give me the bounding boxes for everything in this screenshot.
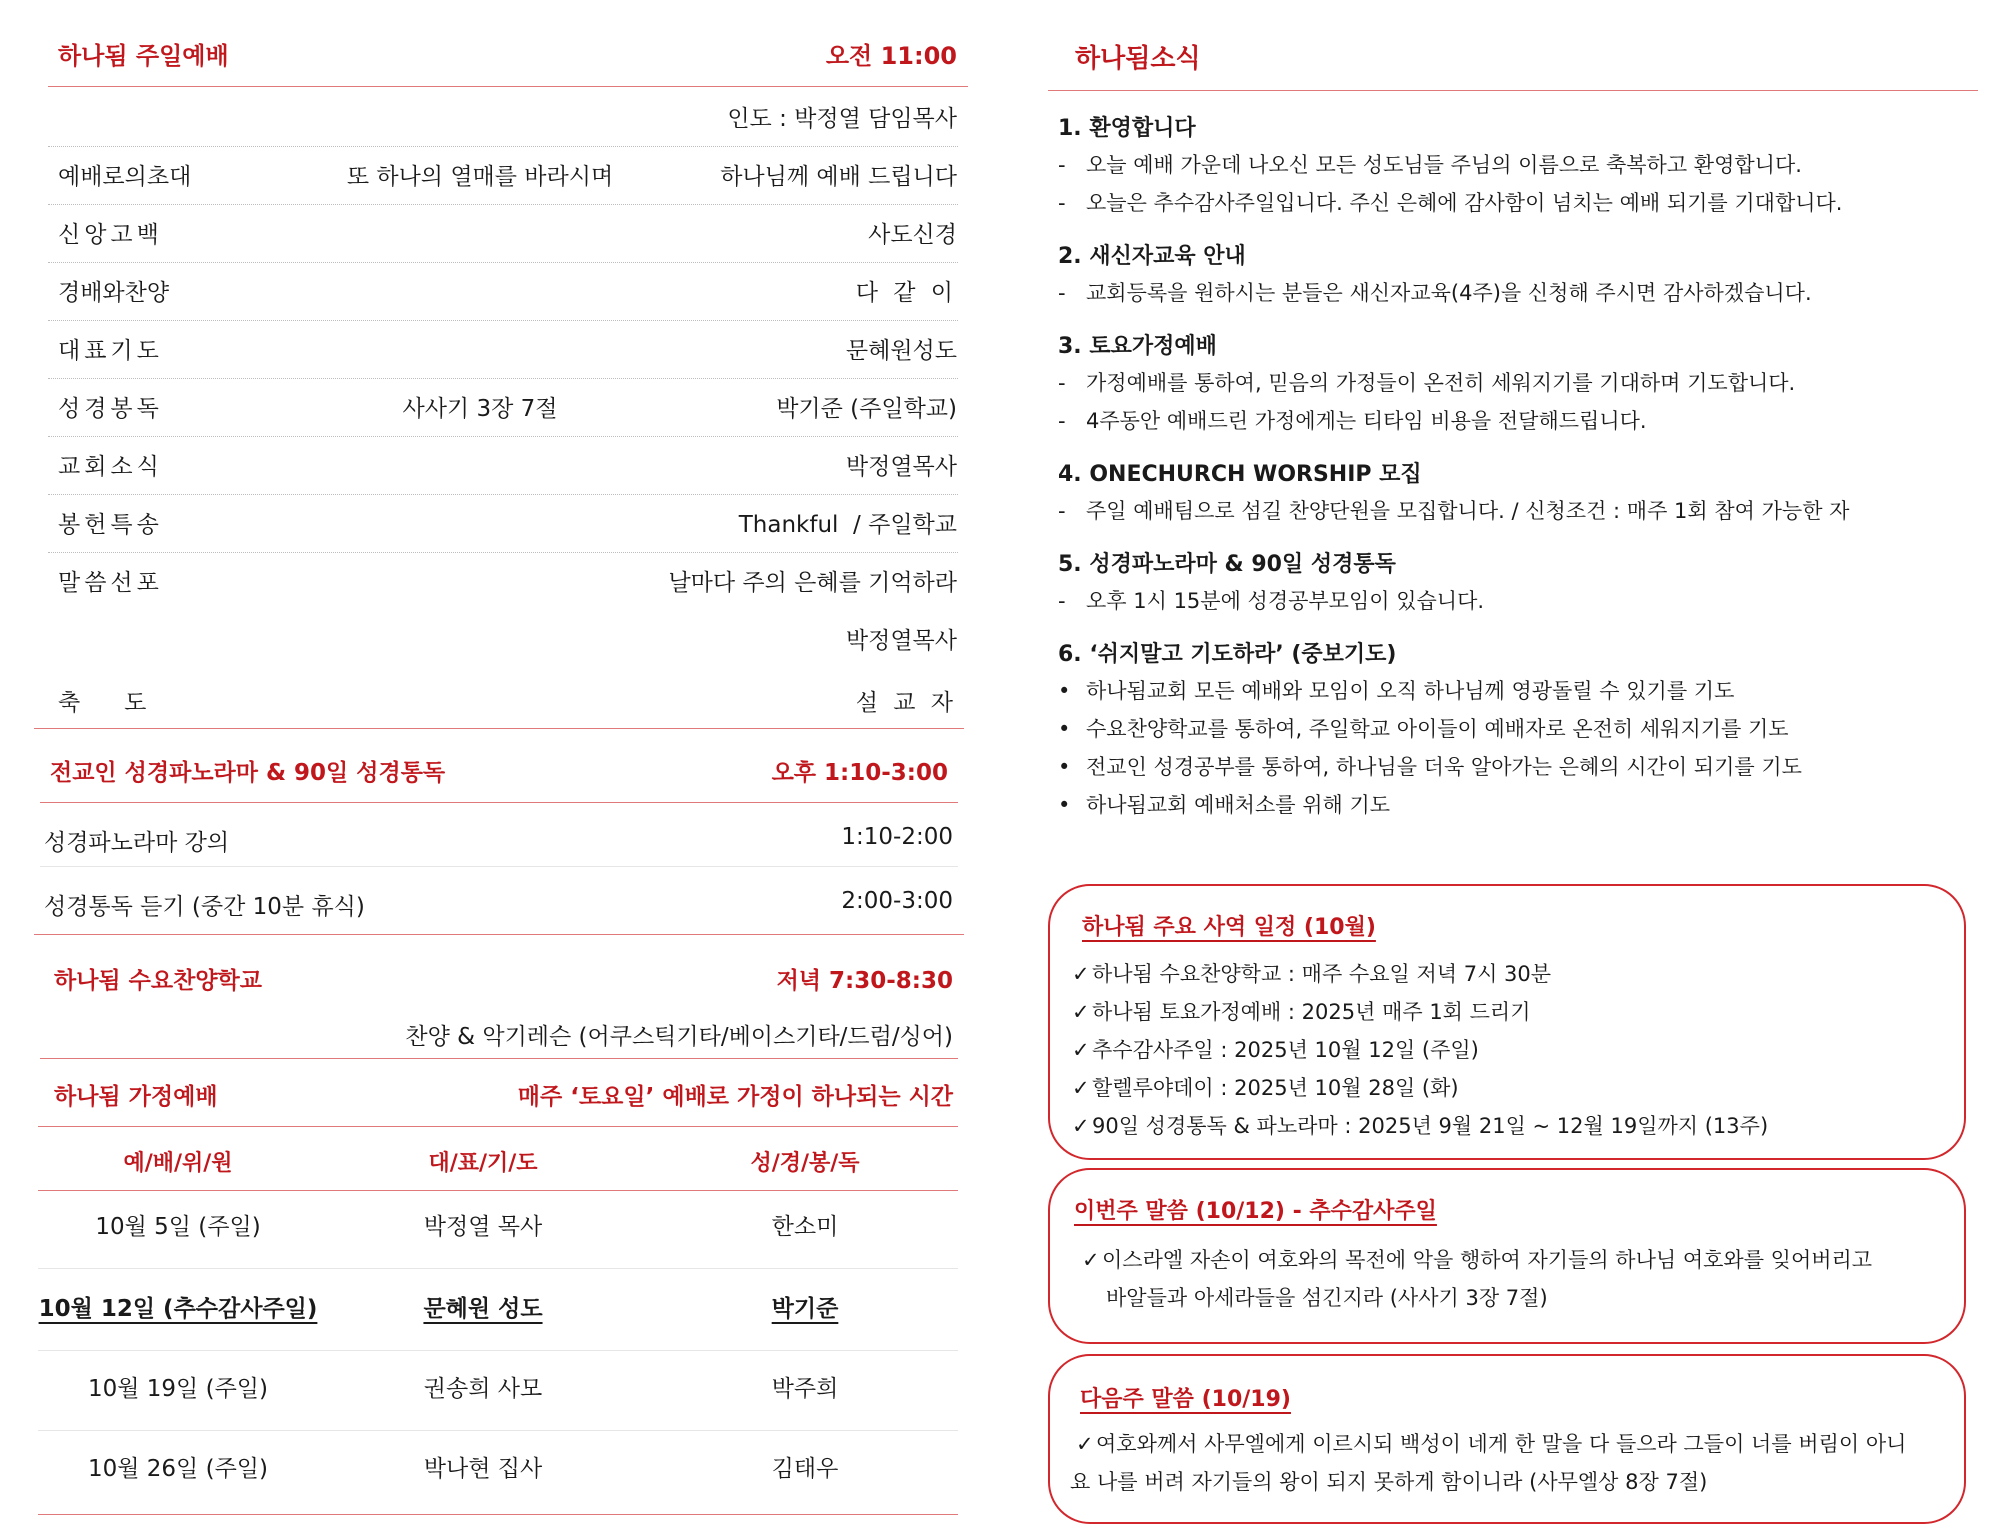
check-mark-icon: ✓ [1082, 1248, 1100, 1272]
benediction-label: 축 도 [58, 690, 147, 716]
family-row-date: 10월 26일 (주일) [88, 1456, 268, 1482]
news-list [1058, 112, 1978, 824]
this-week-verse-line [1082, 1244, 1872, 1274]
news-item [1058, 402, 1978, 440]
news-section-heading: 3. 토요가정예배 [1058, 334, 1217, 359]
panorama-row-time: 1:10-2:00 [841, 824, 953, 850]
schedule-item-text: 추수감사주일 : 2025년 10월 12일 (주일) [1092, 1038, 1479, 1062]
worship-row-person: 다 같 이 [855, 280, 957, 306]
check-mark-icon: ✓ [1072, 1038, 1090, 1062]
dash-bullet-icon: - [1058, 499, 1066, 523]
divider [48, 494, 958, 495]
worship-row-label: 신앙고백 [58, 222, 163, 248]
worship-row-label: 경배와찬양 [58, 280, 170, 306]
verse-text: 이스라엘 자손이 여호와의 목전에 악을 행하여 자기들의 하나님 여호와를 잊어버리고 [1102, 1248, 1873, 1272]
divider [48, 378, 958, 379]
family-title: 하나됨 가정예배 [54, 1084, 218, 1110]
worship-row-label: 성경봉독 [58, 396, 163, 422]
news-section-heading: 1. 환영합니다 [1058, 116, 1196, 141]
family-row-prayer: 문혜원 성도 [423, 1296, 543, 1322]
divider [34, 728, 964, 729]
news-section-heading: 5. 성경파노라마 & 90일 성경통독 [1058, 552, 1396, 577]
family-row-date: 10월 19일 (주일) [88, 1376, 268, 1402]
benediction-right: 설 교 자 [855, 690, 957, 716]
check-mark-icon: ✓ [1076, 1432, 1094, 1456]
news-item-text: 전교인 성경공부를 통하여, 하나님을 더욱 알아가는 은혜의 시간이 되기를 기도 [1086, 755, 1802, 779]
news-section-heading: 4. ONECHURCH WORSHIP 모집 [1058, 462, 1422, 487]
schedule-title: 하나됨 주요 사역 일정 (10월) [1082, 915, 1376, 940]
news-item [1058, 582, 1978, 620]
bullet-dot-icon: • [1058, 679, 1071, 703]
next-week-title: 다음주 말씀 (10/19) [1080, 1387, 1291, 1412]
dash-bullet-icon: - [1058, 281, 1066, 305]
panorama-time: 오후 1:10-3:00 [771, 760, 948, 786]
bullet-dot-icon: • [1058, 793, 1071, 817]
family-header-reading: 성/경/봉/독 [750, 1151, 860, 1176]
worship-row-person: 박정열목사 [845, 454, 957, 480]
worship-time: 오전 11:00 [825, 42, 957, 70]
divider [38, 1350, 958, 1351]
family-header-worship-leader: 예/배/위/원 [123, 1151, 233, 1176]
this-week-title: 이번주 말씀 (10/12) - 추수감사주일 [1074, 1199, 1437, 1224]
divider [38, 1514, 958, 1515]
worship-row-person: 하나님께 예배 드립니다 [720, 164, 957, 190]
schedule-item [1072, 1034, 1479, 1064]
next-week-verse-box [1048, 1354, 1966, 1524]
worship-row-person: 박기준 (주일학교) [776, 396, 957, 422]
divider [48, 146, 958, 147]
divider [48, 320, 958, 321]
schedule-item-text: 90일 성경통독 & 파노라마 : 2025년 9월 21일 ~ 12월 19일까지 (13주) [1092, 1114, 1769, 1138]
worship-row-person: Thankful / 주일학교 [738, 512, 957, 538]
wednesday-title: 하나됨 수요찬양학교 [54, 968, 262, 994]
panorama-title: 전교인 성경파노라마 & 90일 성경통독 [50, 760, 446, 786]
check-mark-icon: ✓ [1072, 1000, 1090, 1024]
panorama-row-label: 성경파노라마 강의 [44, 830, 230, 856]
divider [40, 802, 958, 803]
divider [48, 204, 958, 205]
check-mark-icon: ✓ [1072, 1114, 1090, 1138]
news-item [1058, 364, 1978, 402]
worship-row-person: 문혜원성도 [845, 338, 957, 364]
worship-row-person: 사도신경 [868, 222, 957, 248]
worship-row-label: 교회소식 [58, 454, 163, 480]
family-subtitle: 매주 ‘토요일’ 예배로 가정이 하나되는 시간 [517, 1084, 953, 1110]
dash-bullet-icon: - [1058, 371, 1066, 395]
divider [48, 436, 958, 437]
family-header-prayer: 대/표/기/도 [428, 1151, 538, 1176]
family-row-reading: 김태우 [771, 1456, 839, 1482]
divider [34, 934, 964, 935]
worship-row-label: 말씀선포 [58, 570, 163, 596]
news-title: 하나됨소식 [1075, 44, 1201, 74]
check-mark-icon: ✓ [1072, 962, 1090, 986]
next-week-verse-line [1076, 1428, 1906, 1458]
bullet-dot-icon: • [1058, 755, 1071, 779]
divider [1048, 90, 1978, 91]
news-section-heading: 6. ‘쉬지말고 기도하라’ (중보기도) [1058, 642, 1397, 667]
divider [38, 1268, 958, 1269]
divider [48, 86, 968, 87]
divider [38, 1190, 958, 1191]
dash-bullet-icon: - [1058, 409, 1066, 433]
bullet-dot-icon: • [1058, 717, 1071, 741]
family-row-date: 10월 5일 (주일) [95, 1214, 261, 1240]
news-item-text: 교회등록을 원하시는 분들은 새신자교육(4주)을 신청해 주시면 감사하겠습니다. [1086, 281, 1812, 305]
family-row-reading: 한소미 [771, 1214, 839, 1240]
news-item [1058, 274, 1978, 312]
divider [38, 1126, 958, 1127]
worship-leader: 인도 : 박정열 담임목사 [727, 106, 957, 132]
family-row-prayer: 권송희 사모 [423, 1376, 543, 1402]
family-row-prayer: 박정열 목사 [423, 1214, 543, 1240]
schedule-item [1072, 1072, 1459, 1102]
next-week-verse-line: 요 나를 버려 자기들의 왕이 되지 못하게 함이니라 (사무엘상 8장 7절) [1070, 1470, 1708, 1494]
schedule-item [1072, 1110, 1768, 1140]
news-item-text: 하나됨교회 예배처소를 위해 기도 [1086, 793, 1391, 817]
family-row-date: 10월 12일 (추수감사주일) [38, 1296, 318, 1322]
news-item-text: 오늘 예배 가운데 나오신 모든 성도님들 주님의 이름으로 축복하고 환영합니다. [1086, 153, 1802, 177]
news-item-text: 수요찬양학교를 통하여, 주일학교 아이들이 예배자로 온전히 세워지기를 기도 [1086, 717, 1789, 741]
divider [40, 866, 958, 867]
wednesday-time: 저녁 7:30-8:30 [776, 968, 953, 994]
news-item [1058, 786, 1978, 824]
schedule-item-text: 할렐루야데이 : 2025년 10월 28일 (화) [1092, 1076, 1459, 1100]
news-item [1058, 492, 1978, 530]
news-item [1058, 146, 1978, 184]
wednesday-desc: 찬양 & 악기레슨 (어쿠스틱기타/베이스기타/드럼/싱어) [405, 1024, 953, 1050]
dash-bullet-icon: - [1058, 589, 1066, 613]
panorama-row-time: 2:00-3:00 [841, 888, 953, 914]
sermon-preacher: 박정열목사 [845, 628, 957, 654]
news-item [1058, 748, 1978, 786]
worship-row-label: 대표기도 [58, 338, 163, 364]
worship-title: 하나됨 주일예배 [58, 42, 229, 70]
schedule-item-text: 하나됨 토요가정예배 : 2025년 매주 1회 드리기 [1092, 1000, 1531, 1024]
news-item [1058, 184, 1978, 222]
family-row-prayer: 박나현 집사 [423, 1456, 543, 1482]
news-item [1058, 710, 1978, 748]
schedule-item [1072, 958, 1551, 988]
dash-bullet-icon: - [1058, 191, 1066, 215]
news-item [1058, 672, 1978, 710]
worship-row-label: 봉헌특송 [58, 512, 163, 538]
worship-row-detail: 사사기 3장 7절 [402, 396, 558, 422]
divider [40, 1058, 958, 1059]
news-section-heading: 2. 새신자교육 안내 [1058, 244, 1246, 269]
family-row-reading: 박기준 [771, 1296, 839, 1322]
family-row-reading: 박주희 [771, 1376, 839, 1402]
news-item-text: 가정예배를 통하여, 믿음의 가정들이 온전히 세워지기를 기대하며 기도합니다. [1086, 371, 1796, 395]
schedule-item-text: 하나됨 수요찬양학교 : 매주 수요일 저녁 7시 30분 [1092, 962, 1552, 986]
divider [38, 1430, 958, 1431]
divider [48, 552, 958, 553]
this-week-verse-line: 바알들과 아세라들을 섬긴지라 (사사기 3장 7절) [1106, 1286, 1548, 1310]
panorama-row-label: 성경통독 듣기 (중간 10분 휴식) [44, 894, 365, 920]
verse-text: 여호와께서 사무엘에게 이르시되 백성이 네게 한 말을 다 들으라 그들이 너를 버림이 아니 [1096, 1432, 1907, 1456]
check-mark-icon: ✓ [1072, 1076, 1090, 1100]
schedule-box [1048, 884, 1966, 1160]
schedule-item [1072, 996, 1531, 1026]
news-item-text: 하나됨교회 모든 예배와 모임이 오직 하나님께 영광돌릴 수 있기를 기도 [1086, 679, 1735, 703]
news-item-text: 4주동안 예배드린 가정에게는 티타임 비용을 전달해드립니다. [1086, 409, 1647, 433]
worship-row-person: 날마다 주의 은혜를 기억하라 [668, 570, 957, 596]
news-item-text: 오늘은 추수감사주일입니다. 주신 은혜에 감사함이 넘치는 예배 되기를 기대합니다. [1086, 191, 1843, 215]
this-week-verse-box [1048, 1168, 1966, 1344]
dash-bullet-icon: - [1058, 153, 1066, 177]
news-item-text: 오후 1시 15분에 성경공부모임이 있습니다. [1086, 589, 1485, 613]
divider [48, 262, 958, 263]
news-item-text: 주일 예배팀으로 섬길 찬양단원을 모집합니다. / 신청조건 : 매주 1회 참여 가능한 자 [1086, 499, 1850, 523]
worship-row-detail: 또 하나의 열매를 바라시며 [346, 164, 614, 190]
worship-row-label: 예배로의초대 [58, 164, 192, 190]
